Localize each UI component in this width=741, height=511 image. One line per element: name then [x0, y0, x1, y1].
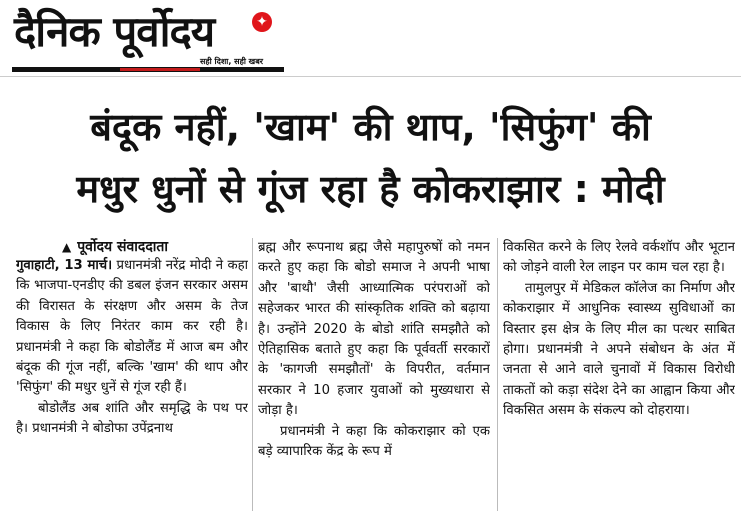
article-paragraph: विकसित करने के लिए रेलवे वर्कशॉप और भूटान को जोड़ने वाली रेल लाइन पर काम चल रहा है। [503, 240, 735, 276]
section-divider [0, 76, 741, 87]
article-column-3 [503, 238, 735, 511]
headline-line-1: बंदूक नहीं, 'खाम' की थाप, 'सिफुंग' की [90, 105, 651, 149]
logo-sun-icon: ✦ [252, 12, 272, 32]
newspaper-tagline: सही दिशा, सही खबर [200, 57, 264, 66]
article-body [0, 238, 741, 511]
newspaper-logo: दैनिक पूर्वोदय [14, 7, 215, 56]
byline [62, 238, 248, 256]
article-paragraph: तामुलपुर में मेडिकल कॉलेज का निर्माण और कोकराझार में आधुनिक स्वास्थ्य सुविधाओं का विस्तार इस क्षेत्र के लिए मील का पत्थर साबित होगा। प्रधानमंत्री ने अपने संबोधन के अंत में जनता से आने वाले चुनावों में विकास विरोधी ताकतों को कड़ा संदेश देने का आह्वान किया और विकसित असम के संकल्प को दोहराया। [503, 280, 735, 419]
column-rule [252, 238, 253, 511]
paragraph-text: प्रधानमंत्री नरेंद्र मोदी ने कहा कि भाजपा-एनडीए की डबल इंजन सरकार असम की विरासत के संरक्षण और असम के तेज विकास के लिए निरंतर काम कर रही है। प्रधानमंत्री ने कहा कि बोडोलैंड में आज बम और बंदूक की गूंज नहीं, बल्कि 'खाम' की थाप और 'सिफुंग' की मधुर धुनें से गूंज रही हैं। [16, 258, 248, 396]
article-column-1 [16, 238, 248, 511]
article-headline [0, 96, 741, 220]
dateline: गुवाहाटी, 13 मार्च। [16, 258, 113, 273]
masthead-accent-rule [120, 68, 200, 71]
article-paragraph: बोडोलैंड अब शांति और समृद्धि के पथ पर है। प्रधानमंत्री ने बोडोफा उपेंद्रनाथ [16, 400, 248, 437]
column-rule [497, 238, 498, 511]
article-column-2 [258, 238, 490, 511]
article-paragraph: ब्रह्म और रूपनाथ ब्रह्म जैसे महापुरुषों को नमन करते हुए कहा कि बोडो समाज ने अपनी भाषा और 'बाथौ' जैसी आध्यात्मिक परंपराओं को सहेजकर भारत की सांस्कृतिक शक्ति को बढ़ाया है। उन्होंने 2020 के बोडो शांति समझौते को ऐतिहासिक बताते हुए कहा कि पूर्ववर्ती सरकारों के 'कागजी समझौतों' के विपरीत, वर्तमान सरकार ने 10 हजार युवाओं को मुख्यधारा से जोड़ा है। [258, 240, 490, 419]
article-paragraph [16, 256, 248, 399]
masthead [0, 0, 741, 76]
article-paragraph: प्रधानमंत्री ने कहा कि कोकराझार को एक बड़े व्यापारिक केंद्र के रूप में [258, 423, 490, 460]
byline-text: पूर्वोदय संवाददाता [77, 239, 168, 255]
headline-line-2: मधुर धुनों से गूंज रहा है कोकराझार : मोदी [76, 167, 665, 211]
byline-arrow-icon: ▲ [62, 240, 72, 254]
